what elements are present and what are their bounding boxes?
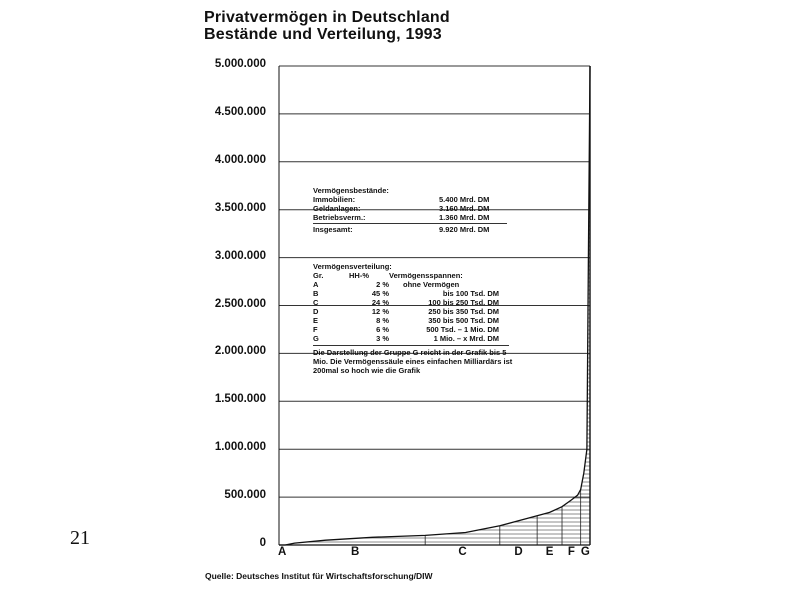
x-tick-label: G <box>580 546 590 558</box>
y-tick-label: 2.000.000 <box>214 345 266 358</box>
x-tick-label: A <box>277 546 287 558</box>
verteilung-hh: 24 % <box>371 298 389 307</box>
bestaende-label: Geldanlagen: <box>313 204 361 213</box>
y-tick-label: 2.500.000 <box>214 297 266 310</box>
bestaende-label: Betriebsverm.: <box>313 213 366 222</box>
bestaende-total-label: Insgesamt: <box>313 225 353 234</box>
verteilung-gr: A <box>313 280 319 289</box>
bestaende-total-value: 9.920 Mrd. DM <box>439 225 490 234</box>
verteilung-gr: F <box>313 325 318 334</box>
x-tick-label: D <box>514 546 523 558</box>
divider <box>313 223 507 224</box>
verteilung-spanne: 350 bis 500 Tsd. DM <box>428 316 499 325</box>
x-tick-label: E <box>545 546 554 558</box>
verteilung-row <box>313 280 513 289</box>
verteilung-row <box>313 334 513 343</box>
y-tick-label: 1.500.000 <box>214 393 266 406</box>
bestaende-value: 3.160 Mrd. DM <box>439 204 490 213</box>
bestaende-heading: Vermögensbestände: <box>313 186 389 195</box>
verteilung-row <box>313 289 513 298</box>
y-tick-label: 3.000.000 <box>214 249 266 262</box>
verteilung-hh: 3 % <box>376 334 389 343</box>
source-note: Quelle: Deutsches Institut für Wirtschaftsforschung/DIW <box>205 571 433 581</box>
bestaende-total-row <box>313 225 509 234</box>
verteilung-header-gr: Gr. <box>313 271 324 280</box>
bestaende-label: Immobilien: <box>313 195 356 204</box>
slide-number: 21 <box>70 527 90 549</box>
chart-subtitle: Bestände und Verteilung, 1993 <box>204 26 442 43</box>
verteilung-header-row <box>313 271 513 280</box>
verteilung-row <box>313 316 513 325</box>
verteilung-hh: 8 % <box>376 316 389 325</box>
y-tick-label: 0 <box>259 537 266 549</box>
verteilung-hh: 2 % <box>376 280 389 289</box>
verteilung-hh: 45 % <box>371 289 389 298</box>
y-tick-label: 4.500.000 <box>214 105 266 118</box>
bestaende-row <box>313 195 509 204</box>
verteilung-gr: D <box>313 307 319 316</box>
x-tick-label: B <box>351 546 360 558</box>
verteilung-row <box>313 325 513 334</box>
chart-title: Privatvermögen in Deutschland <box>204 9 450 26</box>
verteilung-hh: 12 % <box>371 307 389 316</box>
y-tick-label: 500.000 <box>224 489 266 502</box>
info-bestaende <box>313 186 509 234</box>
verteilung-spanne: 250 bis 350 Tsd. DM <box>428 307 499 316</box>
verteilung-row <box>313 298 513 307</box>
x-tick-label: F <box>567 546 575 558</box>
verteilung-gr: C <box>313 298 319 307</box>
x-tick-label: C <box>458 546 467 558</box>
verteilung-spanne: 100 bis 250 Tsd. DM <box>428 298 499 307</box>
y-tick-label: 4.000.000 <box>214 153 266 166</box>
bestaende-value: 1.360 Mrd. DM <box>439 213 490 222</box>
bestaende-value: 5.400 Mrd. DM <box>439 195 490 204</box>
verteilung-header-spanne: Vermögensspannen: <box>389 271 463 280</box>
verteilung-note: Die Darstellung der Gruppe G reicht in der Grafik bis 5 Mio. Die Vermögenssäule eines einfachen Milliardärs ist 200mal so hoch wie die Grafik <box>313 348 513 375</box>
verteilung-gr: E <box>313 316 319 325</box>
verteilung-header-hh: HH-% <box>349 271 369 280</box>
y-tick-label: 3.500.000 <box>214 201 266 214</box>
verteilung-spanne: ohne Vermögen <box>403 280 460 289</box>
verteilung-spanne: bis 100 Tsd. DM <box>442 289 499 298</box>
y-tick-label: 5.000.000 <box>214 58 266 70</box>
divider <box>313 345 509 346</box>
info-verteilung <box>313 262 513 375</box>
bestaende-row <box>313 204 509 213</box>
verteilung-hh: 6 % <box>376 325 389 334</box>
verteilung-spanne: 500 Tsd. – 1 Mio. DM <box>426 325 499 334</box>
verteilung-gr: G <box>313 334 319 343</box>
y-tick-label: 1.000.000 <box>214 441 266 454</box>
verteilung-row <box>313 307 513 316</box>
verteilung-gr: B <box>313 289 319 298</box>
verteilung-spanne: 1 Mio. – x Mrd. DM <box>433 334 499 343</box>
bestaende-row <box>313 213 509 222</box>
verteilung-heading: Vermögensverteilung: <box>313 262 392 271</box>
